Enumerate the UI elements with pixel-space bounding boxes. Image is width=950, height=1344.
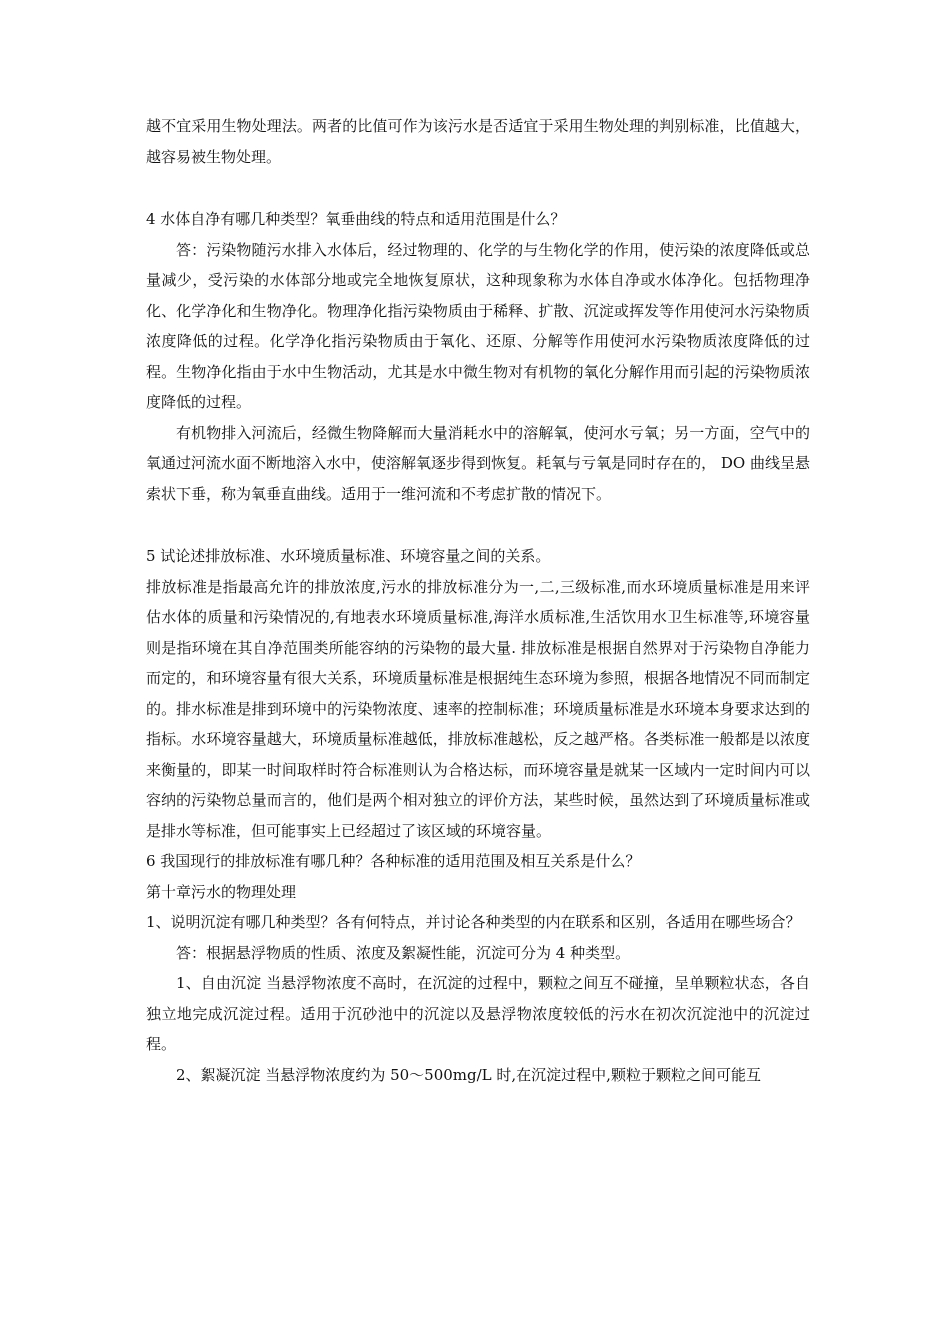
question-4-answer-1: 答：污染物随污水排入水体后，经过物理的、化学的与生物化学的作用，使污染的浓度降低或总量减少，受污染的水体部分地或完全地恢复原状，这种现象称为水体自净或水体净化。包括物理净化、化学净化和生物净化。物理净化指污染物质由于稀释、扩散、沉淀或挥发等作用使河水污染物质浓度降低的过程。化学净化指污染物质由于氧化、还原、分解等作用使河水污染物质浓度降低的过程。生物净化指由于水中生物活动，尤其是水中微生物对有机物的氧化分解作用而引起的污染物质浓度降低的过程。	[146, 240, 810, 411]
paragraph-continuation: 越不宜采用生物处理法。两者的比值可作为该污水是否适宜于采用生物处理的判别标准，比值越大，越容易被生物处理。	[146, 117, 810, 166]
sedimentation-type-1: 1、自由沉淀 当悬浮物浓度不高时，在沉淀的过程中，颗粒之间互不碰撞，呈单颗粒状态，各自独立地完成沉淀过程。适用于沉砂池中的沉淀以及悬浮物浓度较低的污水在初次沉淀池中的沉淀过程。	[146, 974, 810, 1053]
chapter-question-1-answer: 答：根据悬浮物质的性质、浓度及絮凝性能，沉淀可分为 4 种类型。	[176, 943, 631, 962]
sedimentation-type-2: 2、絮凝沉淀 当悬浮物浓度约为 50～500mg/L 时,在沉淀过程中,颗粒于颗粒之间可能互	[176, 1065, 761, 1084]
chapter-question-1: 1、说明沉淀有哪几种类型？各有何特点，并讨论各种类型的内在联系和区别，各适用在哪些场合？	[146, 913, 801, 931]
question-4-answer-2: 有机物排入河流后，经微生物降解而大量消耗水中的溶解氧，使河水亏氧；另一方面，空气中的氧通过河流水面不断地溶入水中，使溶解氧逐步得到恢复。耗氧与亏氧是同时存在的， DO 曲线呈悬索状下垂，称为氧垂直曲线。适用于一维河流和不考虑扩散的情况下。	[146, 423, 810, 503]
document-body	[146, 111, 810, 1090]
question-4: 4 水体自净有哪几种类型？氧垂曲线的特点和适用范围是什么？	[146, 210, 566, 228]
question-5: 5 试论述排放标准、水环境质量标准、环境容量之间的关系。	[146, 547, 551, 565]
spacer	[146, 172, 810, 204]
question-5-answer: 排放标准是指最高允许的排放浓度,污水的排放标准分为一,二,三级标准,而水环境质量标准是用来评估水体的质量和污染情况的,有地表水环境质量标准,海洋水质标准,生活饮用水卫生标准等,环境容量则是指环境在其自净范围类所能容纳的污染物的最大量. 排放标准是根据自然界对于污染物自净能力而定的，和环境容量有很大关系，环境质量标准是根据纯生态环境为参照，根据各地情况不同而制定的。排水标准是排到环境中的污染物浓度、速率的控制标准；环境质量标准是水环境本身要求达到的指标。水环境容量越大，环境质量标准越低，排放标准越松，反之越严格。各类标准一般都是以浓度来衡量的，即某一时间取样时符合标准则认为合格达标，而环境容量是就某一区域内一定时间内可以容纳的污染物总量而言的，他们是两个相对独立的评价方法，某些时候，虽然达到了环境质量标准或是排水等标准，但可能事实上已经超过了该区域的环境容量。	[146, 577, 810, 840]
spacer	[146, 509, 810, 541]
question-6: 6 我国现行的排放标准有哪几种？各种标准的适用范围及相互关系是什么？	[146, 852, 641, 870]
chapter-title: 第十章污水的物理处理	[146, 882, 297, 901]
